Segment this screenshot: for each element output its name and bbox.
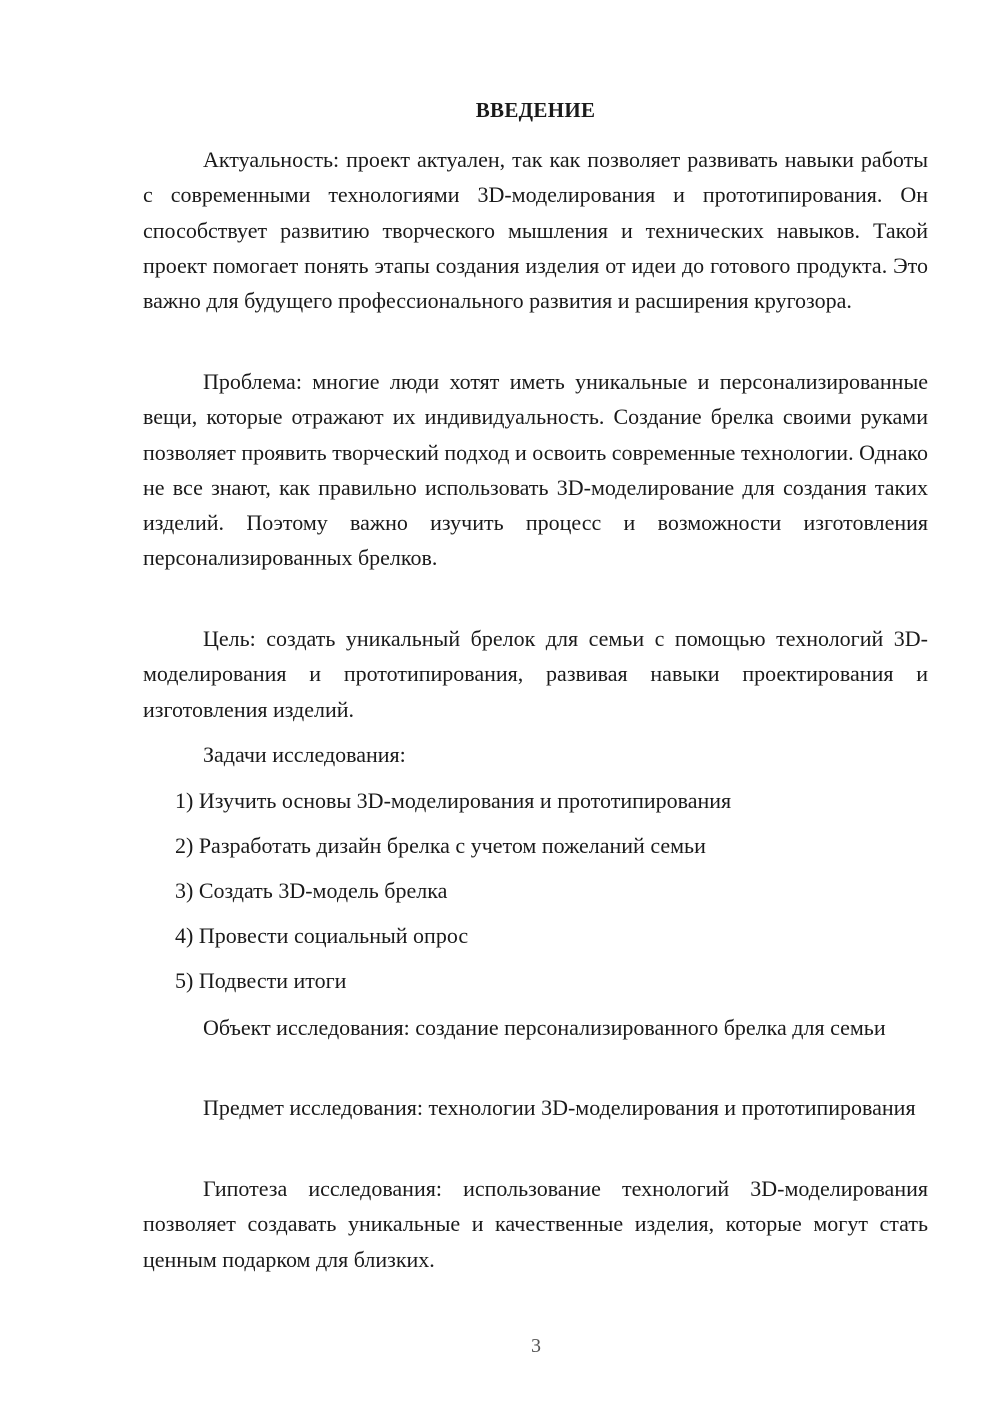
section-heading: ВВЕДЕНИЕ (475, 98, 596, 122)
task-item: 5) Подвести итоги (175, 968, 347, 993)
paragraph-goal (143, 621, 928, 727)
paragraph-problem (143, 364, 928, 576)
paragraph-object-text: Объект исследования: создание персонализированного брелка для семьи (203, 1015, 886, 1040)
paragraph-object (143, 1010, 928, 1045)
paragraph-hypothesis (143, 1171, 928, 1277)
task-item: 1) Изучить основы 3D-моделирования и прототипирования (175, 788, 732, 813)
paragraph-subject-text: Предмет исследования: технологии 3D-моделирования и прототипирования (203, 1095, 916, 1120)
task-item: 4) Провести социальный опрос (175, 923, 469, 948)
tasks-title (143, 737, 928, 772)
task-item: 3) Создать 3D-модель брелка (175, 878, 448, 903)
tasks-title-text: Задачи исследования: (203, 742, 406, 767)
paragraph-problem-text: Проблема: многие люди хотят иметь уникальные и персонализированные вещи, которые отражают их индивидуальность. Создание брелка своими руками позволяет проявить творческий подход и освоить современные технологии. Однако не все знают, как правильно использовать 3D-моделирование для создания таких изделий. Поэтому важно изучить процесс и возможности изготовления персонализированных брелков. (143, 369, 928, 571)
paragraph-goal-text: Цель: создать уникальный брелок для семьи с помощью технологий 3D-моделирования и прототипирования, развивая навыки проектирования и изготовления изделий. (143, 626, 928, 722)
paragraph-relevance (143, 142, 928, 318)
paragraph-hypothesis-text: Гипотеза исследования: использование технологий 3D-моделирования позволяет создавать уникальные и качественные изделия, которые могут стать ценным подарком для близких. (143, 1176, 928, 1272)
paragraph-subject (143, 1090, 928, 1125)
page-number: 3 (531, 1335, 541, 1357)
task-item: 2) Разработать дизайн брелка с учетом пожеланий семьи (175, 833, 706, 858)
paragraph-relevance-text: Актуальность: проект актуален, так как позволяет развивать навыки работы с современными технологиями 3D-моделирования и прототипирования. Он способствует развитию творческого мышления и технических навыков. Такой проект помогает понять этапы создания изделия от идеи до готового продукта. Это важно для будущего профессионального развития и расширения кругозора. (143, 147, 928, 314)
